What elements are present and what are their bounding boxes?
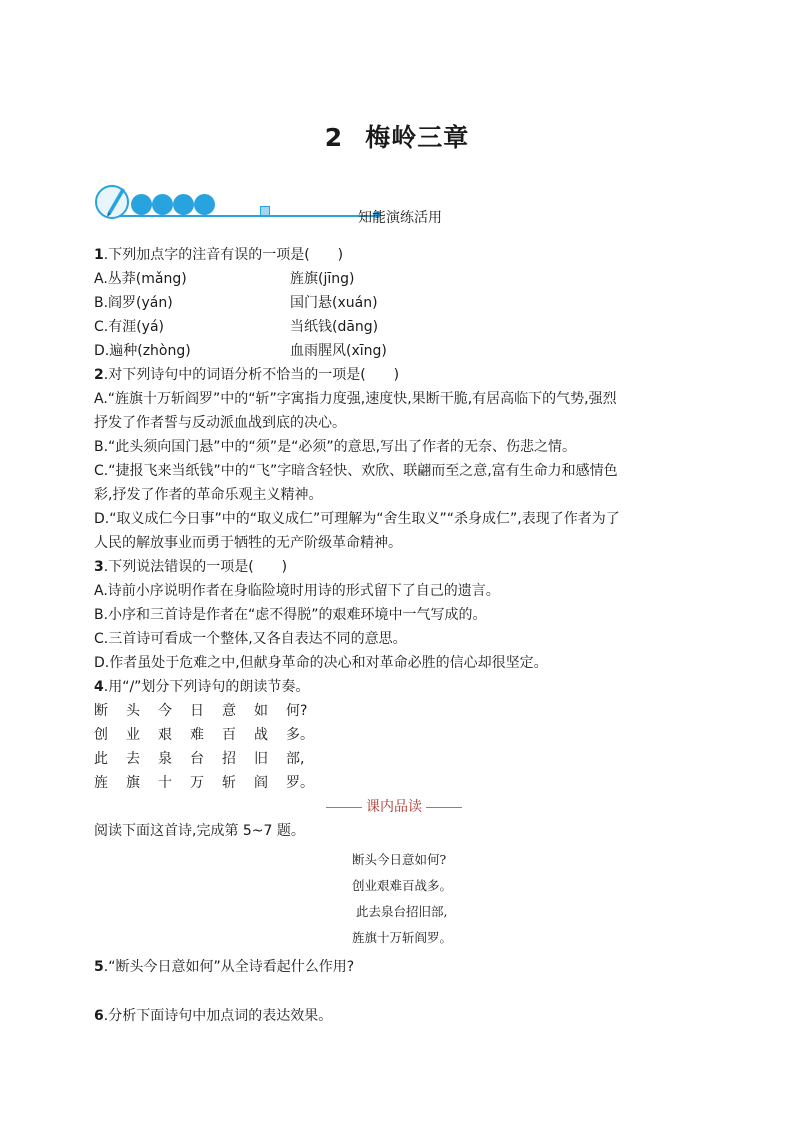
q1-options-row: A.丛莽(mǎng) 旌旗(jīng) <box>94 271 355 287</box>
poem-line: 此去泉台招旧部, <box>356 904 448 919</box>
question-1: 1.下列加点字的注音有误的一项是( ) <box>94 247 344 263</box>
q2-option-a-cont: 抒发了作者誓与反动派血战到底的决心。 <box>94 415 346 431</box>
q2-option-a: A.“旌旗十万斩阎罗”中的“斩”字寓指力度强,速度快,果断干脆,有居高临下的气势,强烈 <box>94 391 617 407</box>
q4-poem-line: 创 业 艰 难 百 战 多。 <box>94 727 314 743</box>
q4-poem-line: 断 头 今 日 意 如 何? <box>94 703 308 719</box>
q2-option-c: C.“捷报飞来当纸钱”中的“飞”字暗含轻快、欢欣、联翩而至之意,富有生命力和感情色 <box>94 463 618 479</box>
q4-poem-line: 旌 旗 十 万 斩 阎 罗。 <box>94 775 314 791</box>
q3-option-c: C.三首诗可看成一个整体,又各自表达不同的意思。 <box>94 631 407 647</box>
q2-option-d-cont: 人民的解放事业而勇于牺牲的无产阶级革命精神。 <box>94 535 402 551</box>
worksheet-content <box>94 243 694 1028</box>
q3-option-b: B.小序和三首诗是作者在“虑不得脱”的艰难环境中一气写成的。 <box>94 607 487 623</box>
page-title <box>0 118 794 154</box>
q2-option-b: B.“此头须向国门悬”中的“须”是“必须”的意思,写出了作者的无奈、伤悲之情。 <box>94 439 577 455</box>
section-title-left-rule <box>326 807 362 808</box>
q3-option-d: D.作者虽处于危难之中,但献身革命的决心和对革命必胜的信心却很坚定。 <box>94 655 548 671</box>
q1-options-row: D.遍种(zhòng) 血雨腥风(xīng) <box>94 343 387 359</box>
question-5: 5.“断头今日意如何”从全诗看起什么作用? <box>94 959 355 975</box>
section-title-right-rule <box>426 807 462 808</box>
question-4: 4.用“/”划分下列诗句的朗读节奏。 <box>94 679 310 695</box>
question-6: 6.分析下面诗句中加点词的表达效果。 <box>94 1008 333 1024</box>
section-title: 课内品读 <box>94 795 694 819</box>
question-2: 2.对下列诗句中的词语分析不恰当的一项是( ) <box>94 367 400 383</box>
poem-line: 断头今日意如何? <box>352 852 447 867</box>
q2-option-c-cont: 彩,抒发了作者的革命乐观主义精神。 <box>94 487 323 503</box>
q2-option-d: D.“取义成仁今日事”中的“取义成仁”可理解为“舍生取义”“杀身成仁”,表现了作者为了 <box>94 511 620 527</box>
reading-poem <box>94 847 694 951</box>
q1-options-row: C.有涯(yá) 当纸钱(dāng) <box>94 319 379 335</box>
poem-line: 旌旗十万斩阎罗。 <box>352 930 453 945</box>
reading-intro: 阅读下面这首诗,完成第 5~7 题。 <box>94 823 305 839</box>
poem-line: 创业艰难百战多。 <box>352 878 453 893</box>
q4-poem-line: 此 去 泉 台 招 旧 部, <box>94 751 305 767</box>
q3-option-a: A.诗前小序说明作者在身临险境时用诗的形式留下了自己的遗言。 <box>94 583 500 599</box>
question-3: 3.下列说法错误的一项是( ) <box>94 559 288 575</box>
answer-space <box>94 979 694 1004</box>
q1-options-row: B.阎罗(yán) 国门悬(xuán) <box>94 295 378 311</box>
lesson-title: 梅岭三章 <box>365 123 470 152</box>
section-banner <box>94 180 464 230</box>
banner-dots <box>131 194 215 219</box>
lesson-number: 2 <box>324 123 344 152</box>
banner-square-icon <box>260 206 270 216</box>
banner-label: 知能演练活用 <box>358 210 442 226</box>
